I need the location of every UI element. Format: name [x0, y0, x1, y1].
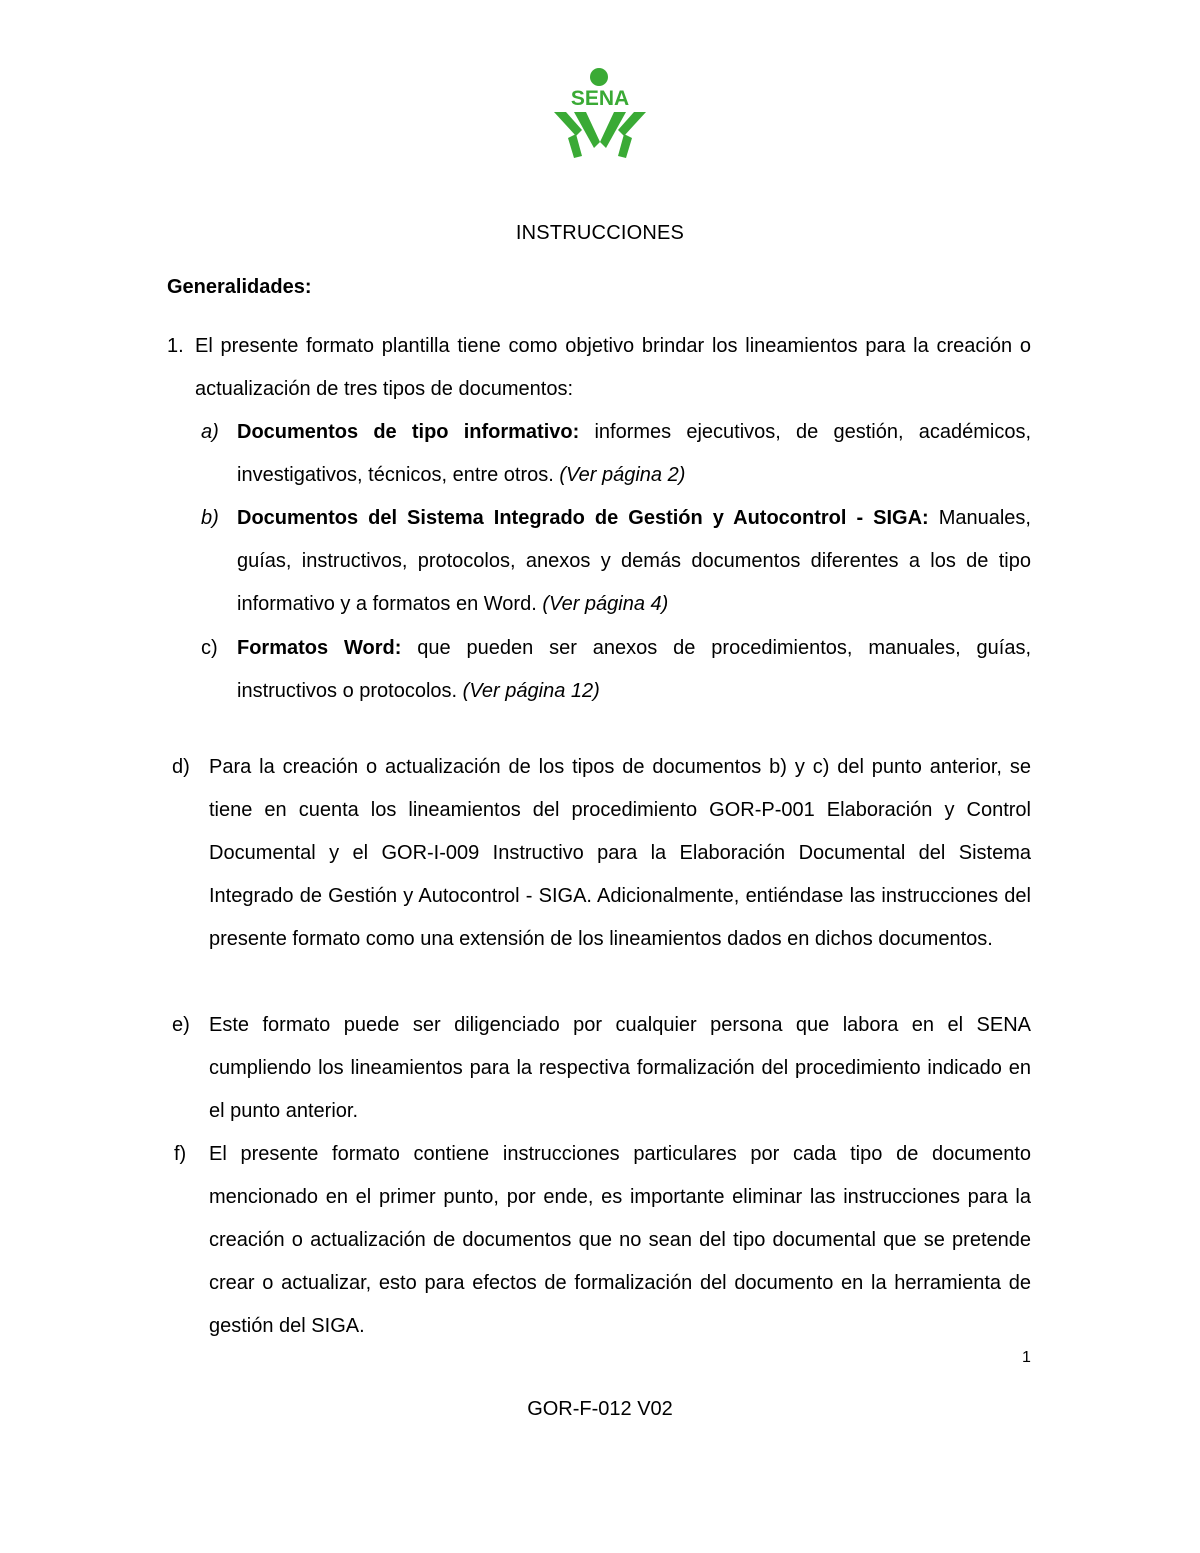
subitem-a-text: informes ejecutivos, de gestión, académicos, investigativos, técnicos, entre otros. [237, 421, 1031, 486]
sena-logo-text: SENA [570, 87, 630, 110]
subitem-c [237, 627, 1031, 713]
section-heading: Generalidades: [167, 276, 312, 298]
page-title: INSTRUCCIONES [515, 222, 685, 244]
sena-logo-graphic [550, 66, 650, 160]
subitem-b-text: Manuales, guías, instructivos, protocolos, anexos y demás documentos diferentes a los de tipo informativo y a formatos en Word. [237, 507, 1031, 615]
subitem-c-ref: (Ver página 12) [462, 680, 600, 702]
list-item-d: Para la creación o actualización de los tipos de documentos b) y c) del punto anterior, se tiene en cuenta los lineamientos del procedimiento GOR-P-001 Elaboración y Control Documental y el GOR-I-009 Instructivo para la Elaboración Documental del Sistema Integrado de Gestión y Autocontrol - SIGA. Adicionalmente, entiéndase las instrucciones del presente formato como una extensión de los lineamientos dados en dichos documentos. [209, 756, 1031, 950]
list-item-f: El presente formato contiene instrucciones particulares por cada tipo de documento mencionado en el primer punto, por ende, es importante eliminar las instrucciones para la creación o actualización de documentos que no sean del tipo documental que se pretende crear o actualizar, esto para efectos de formalización del documento en la herramienta de gestión del SIGA. [209, 1143, 1031, 1337]
item-1-text: El presente formato plantilla tiene como objetivo brindar los lineamientos para la creación o actualización de tres tipos de documentos: [195, 335, 1031, 400]
subitem-c-title: Formatos Word: [237, 637, 402, 659]
page-number: 1 [1022, 1349, 1031, 1366]
subitem-a-ref: (Ver página 2) [559, 464, 686, 486]
list-marker-e: e) [172, 1014, 190, 1036]
list-marker-d: d) [172, 756, 190, 778]
subitem-marker-c: c) [201, 637, 218, 659]
document-code: GOR-F-012 V02 [527, 1398, 673, 1420]
subitem-b [237, 497, 1031, 626]
list-marker-f: f) [174, 1143, 187, 1165]
subitem-a-title: Documentos de tipo informativo: [237, 421, 580, 443]
subitem-marker-a: a) [201, 421, 219, 443]
sena-logo [550, 66, 650, 160]
item-number: 1. [167, 335, 184, 357]
subitem-b-title: Documentos del Sistema Integrado de Gestión y Autocontrol - SIGA: [237, 507, 929, 529]
list-item-e: Este formato puede ser diligenciado por cualquier persona que labora en el SENA cumpliendo los lineamientos para la respectiva formalización del procedimiento indicado en el punto anterior. [209, 1014, 1031, 1122]
subitem-marker-b: b) [201, 507, 219, 529]
subitem-a [237, 411, 1031, 497]
subitem-b-ref: (Ver página 4) [542, 593, 669, 615]
subitem-c-text: que pueden ser anexos de procedimientos, manuales, guías, instructivos o protocolos. [237, 637, 1031, 702]
